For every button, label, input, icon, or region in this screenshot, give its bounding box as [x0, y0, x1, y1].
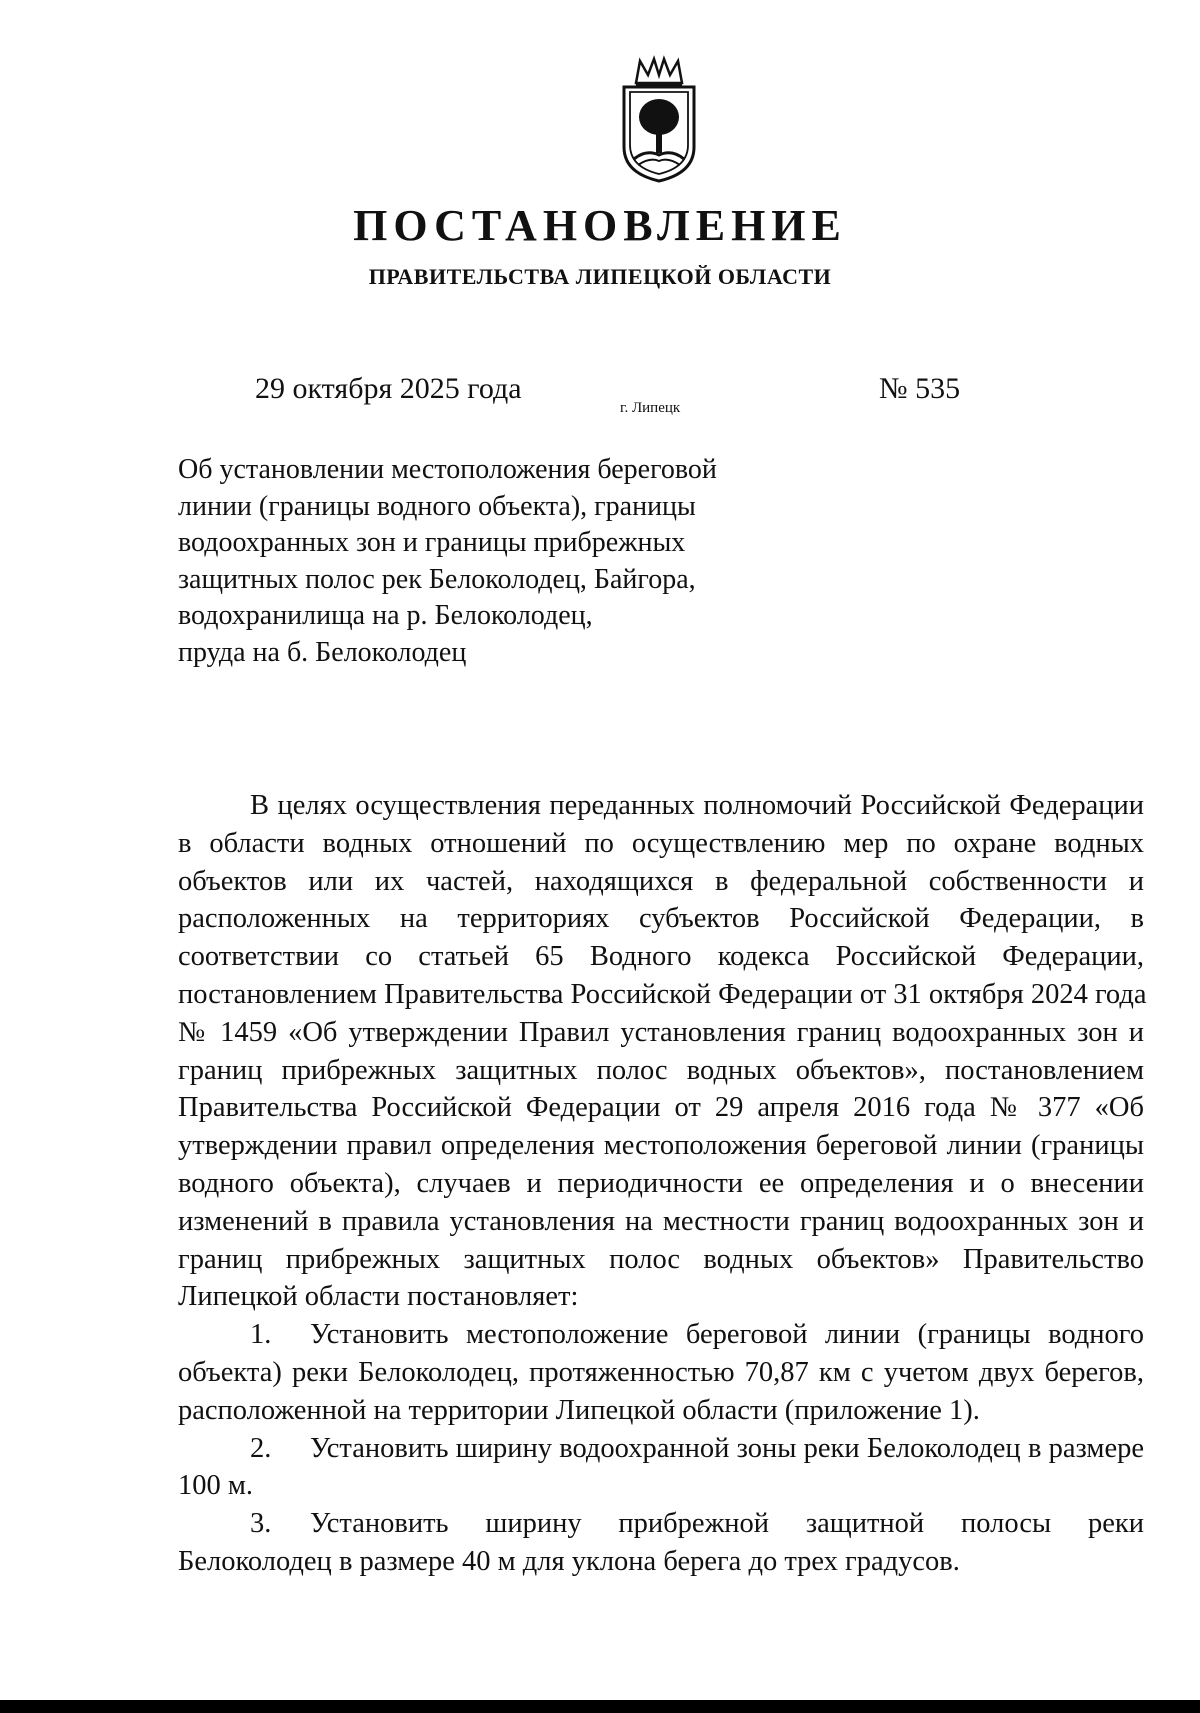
- preamble-line: объектов или их частей, находящихся в федеральной собственности и: [178, 865, 1144, 897]
- coat-of-arms-icon: [610, 55, 708, 183]
- item-3-line: Белоколодец в размере 40 м для уклона берега до трех градусов.: [178, 1545, 960, 1577]
- preamble-line: постановлением Правительства Российской Федерации от 31 октября 2024 года: [178, 978, 1147, 1010]
- preamble-line: Липецкой области постановляет:: [178, 1281, 579, 1313]
- item-1-line: объекта) реки Белоколодец, протяженностью 70,87 км с учетом двух берегов,: [178, 1356, 1144, 1388]
- item-1-line: расположенной на территории Липецкой области (приложение 1).: [178, 1394, 980, 1426]
- item-2-number: 2.: [250, 1432, 272, 1464]
- subject-line: Об установлении местоположения береговой: [178, 454, 717, 485]
- document-city: г. Липецк: [620, 400, 681, 416]
- preamble-line: расположенных на территориях субъектов Российской Федерации, в: [178, 903, 1144, 935]
- item-3-number: 3.: [250, 1508, 272, 1540]
- item-2-line: [178, 1430, 1144, 1468]
- subject-line: водоохранных зон и границы прибрежных: [178, 527, 686, 558]
- item-2-text: Установить ширину водоохранной зоны реки Белоколодец в размере: [310, 1432, 1144, 1464]
- subject-line: пруда на б. Белоколодец: [178, 636, 467, 668]
- item-3-line: [178, 1505, 1144, 1543]
- item-3-text: Установить ширину прибрежной защитной полосы реки: [310, 1508, 1144, 1540]
- document-subject: [178, 452, 778, 671]
- item-1-text: Установить местоположение береговой линии (границы водного: [310, 1319, 1144, 1351]
- document-body: [178, 787, 1147, 1581]
- preamble-line: утверждении правил определения местоположения береговой линии (границы: [178, 1130, 1144, 1162]
- item-1-number: 1.: [250, 1319, 272, 1351]
- document-date: 29 октября 2025 года: [255, 372, 522, 405]
- preamble-line: № 1459 «Об утверждении Правил установления границ водоохранных зон и: [178, 1016, 1144, 1048]
- preamble-line: Правительства Российской Федерации от 29 апреля 2016 года № 377 «Об: [178, 1092, 1144, 1124]
- item-2-line: 100 м.: [178, 1470, 254, 1502]
- preamble-line: изменений в правила установления на местности границ водоохранных зон и: [178, 1205, 1144, 1237]
- item-1-line: [178, 1316, 1144, 1354]
- preamble-line: соответствии со статьей 65 Водного кодекса Российской Федерации,: [178, 941, 1144, 973]
- subject-line: защитных полос рек Белоколодец, Байгора,: [178, 563, 696, 595]
- document-number: № 535: [879, 372, 961, 405]
- scan-edge-bar: [0, 1700, 1200, 1713]
- preamble-line: В целях осуществления переданных полномочий Российской Федерации: [250, 790, 1144, 821]
- subject-line: водохранилища на р. Белоколодец,: [178, 600, 593, 631]
- preamble-line: водного объекта), случаев и периодичности ее определения и о внесении: [178, 1167, 1144, 1199]
- preamble-line: границ прибрежных защитных полос водных объектов», постановлением: [178, 1054, 1144, 1086]
- preamble-line: в области водных отношений по осуществлению мер по охране водных: [178, 827, 1144, 859]
- document-subtitle: ПРАВИТЕЛЬСТВА ЛИПЕЦКОЙ ОБЛАСТИ: [368, 264, 832, 289]
- preamble-line: границ прибрежных защитных полос водных объектов» Правительство: [178, 1243, 1144, 1275]
- subject-line: линии (границы водного объекта), границы: [178, 490, 696, 522]
- document-title: ПОСТАНОВЛЕНИЕ: [353, 201, 847, 250]
